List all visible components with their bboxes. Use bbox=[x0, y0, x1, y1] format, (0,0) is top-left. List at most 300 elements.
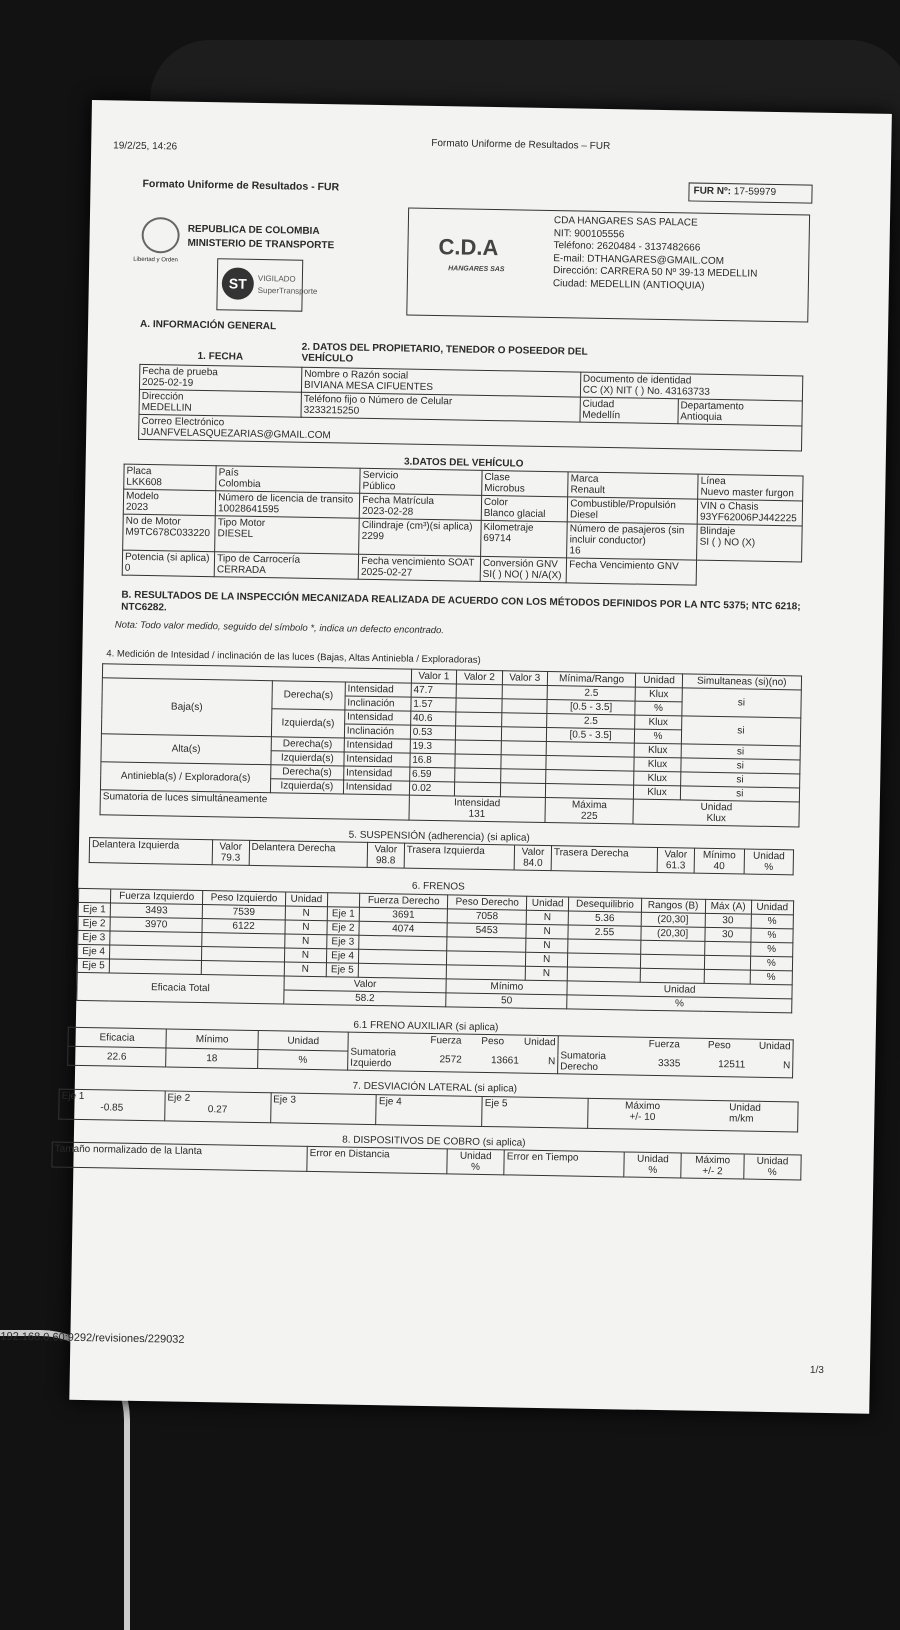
value-3 bbox=[500, 755, 546, 770]
distance-error-label: Error en Distancia bbox=[307, 1147, 447, 1174]
label: Mínimo bbox=[446, 979, 567, 995]
label: Ciudad bbox=[582, 398, 615, 410]
brake-cell bbox=[447, 937, 526, 952]
brake-cell: Eje 2 bbox=[78, 916, 110, 931]
value-2 bbox=[455, 754, 501, 769]
field-label: País bbox=[218, 467, 239, 479]
field-value: SI ( ) NO (X) bbox=[699, 536, 756, 549]
suspension-value bbox=[657, 848, 694, 874]
sum-max bbox=[545, 797, 634, 824]
value-2 bbox=[456, 698, 502, 713]
brake-cell: Eje 3 bbox=[78, 930, 110, 945]
vehicle-field bbox=[481, 520, 568, 558]
min-range: 2.5 bbox=[547, 685, 636, 701]
light-group: Antiniebla(s) / Exploradora(s) bbox=[100, 762, 270, 793]
label: Unidad bbox=[700, 801, 733, 814]
value-2 bbox=[455, 768, 501, 783]
label: Sumatoria Derecho bbox=[560, 1050, 607, 1074]
field-label: Conversión GNV bbox=[482, 557, 558, 571]
owner-phone: 3233215250 bbox=[303, 404, 360, 417]
colombia-coat-of-arms-icon bbox=[141, 217, 180, 254]
brake-cell: Eje 1 bbox=[327, 907, 359, 922]
cda-logo: C.D.A bbox=[438, 234, 499, 261]
vehicle-field bbox=[481, 495, 568, 522]
label: Eje 4 bbox=[378, 1096, 402, 1108]
brakes-table bbox=[76, 888, 794, 1013]
light-side: Izquierda(s) bbox=[271, 751, 344, 766]
field-value: Público bbox=[362, 480, 396, 493]
label: Eje 1 bbox=[61, 1090, 85, 1102]
field-label: Kilometraje bbox=[483, 521, 534, 534]
brake-cell: N bbox=[525, 952, 567, 967]
label: Unidad bbox=[758, 1041, 791, 1053]
unit: % bbox=[635, 701, 682, 716]
brake-cell: 4074 bbox=[359, 921, 448, 937]
label: Valor bbox=[219, 841, 243, 854]
label: Nombre o Razón social bbox=[304, 368, 409, 382]
field-label: Potencia (si aplica) bbox=[124, 551, 210, 565]
label: Fuerza bbox=[430, 1035, 462, 1047]
label: Valor bbox=[284, 976, 447, 993]
brake-cell bbox=[447, 965, 526, 980]
field-value: DIESEL bbox=[217, 528, 254, 540]
vehicle-field bbox=[698, 474, 803, 501]
field-value: SI( ) NO( ) N/A(X) bbox=[482, 568, 562, 582]
suspension-position: Trasera Derecha bbox=[551, 846, 657, 873]
simultaneous: si bbox=[682, 688, 802, 718]
value: 84.0 bbox=[523, 857, 543, 870]
column-header: Valor 3 bbox=[502, 671, 548, 686]
label: Eje 2 bbox=[167, 1092, 191, 1104]
supertransporte: SuperTransporte bbox=[257, 285, 318, 296]
deviation-max-unit bbox=[588, 1098, 798, 1132]
vehicle-field bbox=[568, 472, 698, 499]
column-header: Fuerza Derecho bbox=[359, 893, 448, 909]
value-1: 19.3 bbox=[410, 739, 456, 754]
column-header: Fuerza Izquierdo bbox=[110, 889, 202, 905]
brake-cell bbox=[358, 949, 447, 965]
value: 0.27 bbox=[207, 1104, 228, 1116]
column-header: Valor 2 bbox=[457, 670, 503, 685]
table-cell bbox=[78, 888, 110, 903]
brake-cell: 2.55 bbox=[568, 925, 641, 940]
brake-cell: Eje 4 bbox=[78, 944, 110, 959]
sum-label: Sumatoria de luces simultáneamente bbox=[100, 790, 409, 820]
brake-cell bbox=[201, 960, 284, 975]
value-2 bbox=[456, 684, 502, 699]
vehicle-field bbox=[697, 499, 802, 526]
label: Eficacia bbox=[68, 1028, 166, 1049]
label: Máximo bbox=[624, 1100, 661, 1112]
brake-cell: (20,30] bbox=[641, 926, 705, 941]
cda-email: E-mail: DTHANGARES@GMAIL.COM bbox=[553, 252, 725, 267]
column-header: Desequilibrio bbox=[569, 897, 642, 912]
field-label: Servicio bbox=[362, 469, 399, 482]
brake-cell: (20,30] bbox=[641, 912, 705, 927]
column-header: Máx (A) bbox=[705, 899, 751, 914]
light-group: Alta(s) bbox=[101, 734, 271, 765]
suspension-position: Delantera Derecha bbox=[249, 841, 368, 868]
column-header: Unidad bbox=[526, 896, 568, 911]
aux-left-unit: N bbox=[547, 1055, 556, 1068]
value-3 bbox=[501, 699, 547, 714]
owner-document: CC (X) NIT ( ) No. 43163733 bbox=[582, 384, 710, 398]
value-1: 0.53 bbox=[410, 725, 456, 740]
total-efficacy: 58.2 bbox=[284, 990, 447, 1007]
column-header: Valor 1 bbox=[411, 669, 457, 684]
brake-cell: 30 bbox=[704, 927, 750, 942]
value-3 bbox=[500, 769, 546, 784]
brake-cell: 3970 bbox=[110, 917, 202, 933]
brake-cell: 6122 bbox=[202, 918, 285, 933]
measure-type: Inclinación bbox=[345, 696, 411, 711]
cda-logo-sub: HANGARES SAS bbox=[448, 265, 505, 274]
brake-cell bbox=[704, 941, 750, 956]
fur-document bbox=[0, 100, 892, 1414]
label: Unidad bbox=[459, 1150, 492, 1163]
brake-cell bbox=[568, 939, 641, 954]
aux-left-force: 2572 bbox=[439, 1054, 462, 1066]
brake-cell: N bbox=[525, 966, 567, 981]
brake-cell bbox=[202, 946, 285, 961]
field-value: Renault bbox=[570, 484, 606, 497]
simultaneous: si bbox=[681, 716, 801, 746]
label: Eje 3 bbox=[273, 1094, 297, 1106]
value: 79.3 bbox=[220, 852, 241, 865]
label: Peso bbox=[707, 1040, 731, 1052]
aux-right-force: 3335 bbox=[657, 1057, 681, 1070]
brake-cell bbox=[202, 932, 285, 947]
table-cell bbox=[327, 893, 359, 908]
cda-name: CDA HANGARES SAS PALACE bbox=[553, 215, 698, 229]
vehicle-field bbox=[122, 550, 215, 577]
brake-cell bbox=[358, 963, 447, 979]
aux-minimum: 18 bbox=[165, 1048, 258, 1069]
field-label: Blindaje bbox=[699, 525, 736, 538]
owner-title: 2. DATOS DEL PROPIETARIO, TENEDOR O POSEEDOR DEL VEHÍCULO bbox=[301, 341, 588, 365]
suspension-value bbox=[514, 845, 551, 871]
brake-cell: N bbox=[284, 962, 326, 977]
min-range bbox=[546, 741, 635, 757]
brake-cell: % bbox=[750, 970, 793, 985]
vehicle-field bbox=[567, 497, 697, 524]
brake-cell bbox=[640, 968, 704, 983]
vehicle-field bbox=[123, 489, 216, 516]
efficacy-unit: % bbox=[567, 995, 792, 1013]
value-3 bbox=[500, 783, 546, 798]
value-2 bbox=[455, 740, 501, 755]
gov-line1: REPUBLICA DE COLOMBIA bbox=[187, 223, 320, 237]
owner-email: JUANFVELASQUEZARIAS@GMAIL.COM bbox=[141, 426, 331, 441]
label: Unidad bbox=[567, 981, 792, 999]
field-label: Número de pasajeros (sin incluir conductor) bbox=[569, 523, 685, 547]
column-header: Unidad bbox=[636, 673, 683, 688]
light-side: Izquierda(s) bbox=[271, 709, 344, 738]
brake-cell: 7539 bbox=[202, 904, 285, 919]
vehicle-field bbox=[214, 552, 359, 580]
document-body bbox=[54, 318, 848, 1181]
unit: Klux bbox=[634, 771, 681, 786]
value-3 bbox=[501, 741, 547, 756]
field-label: Fecha Vencimiento GNV bbox=[569, 559, 679, 573]
measure-type: Intensidad bbox=[344, 752, 410, 767]
aux-right-unit: N bbox=[782, 1060, 791, 1072]
label: Valor bbox=[664, 849, 688, 861]
field-value: CERRADA bbox=[216, 564, 266, 577]
gov-line2: MINISTERIO DE TRANSPORTE bbox=[187, 237, 335, 252]
cda-phone: Teléfono: 2620484 - 3137482666 bbox=[553, 240, 701, 254]
value-1: 1.57 bbox=[411, 697, 457, 712]
light-group: Baja(s) bbox=[101, 678, 272, 737]
vehicle-field bbox=[566, 558, 696, 585]
value: % bbox=[764, 862, 774, 874]
value-1: 6.59 bbox=[409, 767, 455, 782]
label: Teléfono fijo o Número de Celular bbox=[303, 393, 453, 407]
field-value: 93YF62006PJ442225 bbox=[699, 511, 797, 525]
vehicle-field bbox=[358, 554, 480, 581]
field-value: 16 bbox=[569, 545, 581, 557]
suspension-min bbox=[694, 848, 745, 874]
brake-cell: % bbox=[751, 928, 794, 943]
brake-cell: N bbox=[526, 938, 568, 953]
billing-devices-title: 8. DISPOSITIVOS DE COBRO (si aplica) bbox=[342, 1134, 526, 1149]
column-header: Mínima/Rango bbox=[547, 671, 636, 687]
field-label: Combustible/Propulsión bbox=[570, 498, 676, 512]
label: Peso bbox=[481, 1036, 505, 1048]
column-header: Peso Izquierdo bbox=[203, 890, 286, 905]
value: 225 bbox=[580, 810, 598, 822]
brake-cell bbox=[704, 955, 750, 970]
suspension-value bbox=[212, 840, 249, 866]
cda-address: Dirección: CARRERA 50 Nº 39-13 MEDELLIN bbox=[552, 265, 758, 280]
fur-value: 17-59979 bbox=[733, 186, 777, 198]
brake-cell: 3493 bbox=[110, 903, 202, 919]
vigilado: VIGILADO bbox=[257, 273, 296, 284]
unit: Klux bbox=[634, 785, 681, 800]
label: Máxima bbox=[571, 799, 608, 811]
brake-cell: Eje 2 bbox=[327, 921, 359, 936]
sum-unit bbox=[633, 799, 799, 827]
time-error-label: Error en Tiempo bbox=[504, 1150, 624, 1177]
field-value: 0 bbox=[124, 562, 131, 574]
value: Klux bbox=[706, 812, 727, 825]
vehicle-field bbox=[360, 493, 482, 520]
vehicle-field bbox=[567, 522, 698, 560]
field-value: 2023 bbox=[125, 501, 149, 514]
vehicle-field bbox=[216, 466, 361, 494]
label: Sumatoria Izquierdo bbox=[350, 1046, 397, 1070]
brake-cell: N bbox=[526, 924, 568, 939]
measure-type: Inclinación bbox=[344, 724, 410, 739]
label: Máximo bbox=[695, 1155, 731, 1167]
deviation-axle bbox=[482, 1096, 588, 1128]
label: Unidad bbox=[756, 1156, 789, 1168]
brake-cell bbox=[568, 953, 641, 968]
field-label: Fecha vencimiento SOAT bbox=[361, 555, 475, 569]
label: Fecha de prueba bbox=[142, 365, 218, 378]
field-label: Tipo Motor bbox=[217, 517, 266, 530]
field-label: Línea bbox=[700, 475, 726, 488]
simultaneous: si bbox=[681, 758, 801, 774]
value-3 bbox=[502, 685, 548, 700]
brake-cell bbox=[704, 969, 750, 984]
vehicle-field bbox=[215, 491, 360, 519]
min-range bbox=[546, 755, 635, 771]
label: Fuerza bbox=[648, 1039, 680, 1051]
field-value: Microbus bbox=[484, 482, 525, 495]
field-label: Fecha Matrícula bbox=[362, 494, 435, 508]
brake-cell: Eje 3 bbox=[327, 935, 359, 950]
brake-cell: 7058 bbox=[448, 909, 527, 924]
brake-cell: 5453 bbox=[447, 923, 526, 938]
owner-table bbox=[138, 363, 803, 451]
min-range bbox=[546, 769, 635, 785]
print-title: Formato Uniforme de Resultados – FUR bbox=[431, 137, 611, 153]
label: Correo Electrónico bbox=[141, 415, 225, 428]
measure-type: Intensidad bbox=[343, 780, 409, 795]
brake-cell: % bbox=[751, 914, 794, 929]
field-label: VIN o Chasis bbox=[700, 500, 759, 513]
label: Departamento bbox=[680, 399, 744, 412]
value-1: 0.02 bbox=[409, 781, 455, 796]
value-3 bbox=[501, 713, 547, 728]
field-label: Marca bbox=[570, 473, 599, 485]
brake-cell bbox=[640, 954, 704, 969]
label: Mínimo bbox=[702, 850, 736, 862]
measure-type: Intensidad bbox=[343, 766, 409, 781]
brake-cell: N bbox=[285, 906, 327, 921]
field-label: Placa bbox=[126, 465, 152, 478]
light-side: Izquierda(s) bbox=[270, 779, 343, 794]
cda-info-box bbox=[406, 208, 810, 323]
page-number: 1/3 bbox=[809, 1364, 824, 1376]
field-label: Cilindraje (cm³)(si aplica) bbox=[361, 519, 473, 533]
deviation-axle bbox=[164, 1091, 270, 1123]
suspension-position: Delantera Izquierda bbox=[89, 838, 212, 865]
deviation-axle bbox=[270, 1093, 376, 1125]
field-value: 69714 bbox=[483, 532, 512, 545]
unit: % bbox=[635, 729, 682, 744]
simultaneous: si bbox=[680, 772, 800, 788]
aux-efficacy: 22.6 bbox=[68, 1047, 166, 1068]
value: -0.85 bbox=[100, 1102, 124, 1114]
brake-cell: N bbox=[526, 910, 568, 925]
min-range bbox=[545, 783, 634, 799]
field-value: Colombia bbox=[218, 478, 261, 491]
footer-url: 192.168.0.60:9292/revisiones/229032 bbox=[0, 1330, 185, 1346]
brake-cell: N bbox=[284, 948, 326, 963]
supertransporte-logo bbox=[216, 258, 318, 311]
owner-name: BIVIANA MESA CIFUENTES bbox=[303, 379, 434, 393]
label: Unidad bbox=[752, 850, 785, 863]
label: Eje 5 bbox=[484, 1097, 508, 1110]
owner-city: Medellín bbox=[582, 409, 621, 421]
brake-cell: Eje 5 bbox=[77, 958, 109, 973]
label: Valor bbox=[374, 844, 398, 856]
motto: Libertad y Orden bbox=[133, 256, 178, 264]
brake-cell bbox=[640, 940, 704, 955]
value-1: 40.6 bbox=[410, 711, 456, 726]
lights-title: 4. Medición de Intesidad / inclinación de las luces (Bajas, Altas Antiniebla / Exploradoras) bbox=[106, 648, 481, 666]
brakes-title: 6. FRENOS bbox=[411, 881, 465, 893]
field-value: Blanco glacial bbox=[483, 507, 546, 520]
suspension-unit bbox=[744, 849, 793, 875]
billing-maximum: +/- 2 bbox=[702, 1166, 723, 1178]
print-datetime: 19/2/25, 14:26 bbox=[113, 140, 178, 153]
brake-cell: % bbox=[750, 942, 793, 957]
aux-right-weight: 12511 bbox=[718, 1058, 746, 1071]
deviation-title: 7. DESVIACIÓN LATERAL (si aplica) bbox=[352, 1081, 518, 1095]
unit: Klux bbox=[634, 743, 681, 758]
value-2 bbox=[455, 782, 501, 797]
brake-cell bbox=[447, 951, 526, 966]
field-value: Diesel bbox=[569, 509, 598, 521]
unit: Klux bbox=[635, 687, 682, 702]
vehicle-field bbox=[123, 514, 216, 552]
fecha-prueba: 2025-02-19 bbox=[141, 376, 194, 389]
sum-intensity bbox=[409, 795, 546, 822]
st-icon: ST bbox=[222, 267, 255, 300]
value: 98.8 bbox=[375, 855, 396, 867]
brake-cell: Eje 4 bbox=[326, 949, 358, 964]
column-header: Rangos (B) bbox=[641, 898, 705, 913]
defect-note: Nota: Todo valor medido, seguido del símbolo *, indica un defecto encontrado. bbox=[114, 619, 445, 637]
brake-cell: % bbox=[750, 956, 793, 971]
value-1: 16.8 bbox=[410, 753, 456, 768]
vehicle-field bbox=[697, 524, 802, 562]
light-side: Derecha(s) bbox=[272, 681, 345, 710]
deviation-axle bbox=[59, 1089, 165, 1121]
value-2 bbox=[456, 712, 502, 727]
owner-address: MEDELLIN bbox=[141, 401, 192, 414]
brake-cell bbox=[359, 935, 448, 951]
tire-size-label: Tamaño normalizado de la Llanta bbox=[52, 1142, 307, 1171]
label: Unidad bbox=[258, 1031, 348, 1052]
label: Mínimo bbox=[166, 1029, 259, 1050]
value-3 bbox=[501, 727, 547, 742]
fecha-title: 1. FECHA bbox=[197, 350, 244, 363]
brake-cell: N bbox=[284, 934, 326, 949]
vehicle-field bbox=[360, 468, 482, 495]
field-value: Nuevo master furgon bbox=[700, 486, 794, 500]
efficacy-label: Eficacia Total bbox=[77, 972, 284, 1004]
field-value: 2025-02-27 bbox=[360, 566, 413, 579]
label: Dirección bbox=[141, 390, 184, 403]
suspension-value bbox=[367, 843, 404, 869]
aux-brake-title: 6.1 FRENO AUXILIAR (si aplica) bbox=[353, 1019, 499, 1034]
field-label: Modelo bbox=[125, 490, 159, 503]
simultaneous: si bbox=[680, 786, 800, 802]
label: Unidad bbox=[729, 1102, 762, 1114]
brake-cell: 5.36 bbox=[568, 911, 641, 926]
field-value: 2299 bbox=[361, 530, 385, 543]
vehicle-section-title: 3.DATOS DEL VEHÍCULO bbox=[403, 456, 524, 470]
value: 61.3 bbox=[665, 860, 686, 872]
vehicle-table bbox=[122, 464, 804, 588]
column-header: Peso Derecho bbox=[448, 895, 527, 910]
vehicle-field bbox=[215, 516, 360, 555]
field-value: LKK608 bbox=[126, 476, 163, 489]
field-label: Tipo de Carrocería bbox=[217, 553, 301, 566]
value-2 bbox=[456, 726, 502, 741]
brake-cell: N bbox=[285, 920, 327, 935]
fur-number bbox=[688, 182, 812, 203]
light-side: Derecha(s) bbox=[270, 765, 343, 780]
brake-cell: Eje 5 bbox=[326, 963, 358, 978]
billing-unit: % bbox=[767, 1167, 777, 1179]
min-range: 2.5 bbox=[547, 713, 636, 729]
owner-department: Antioquia bbox=[680, 410, 723, 423]
